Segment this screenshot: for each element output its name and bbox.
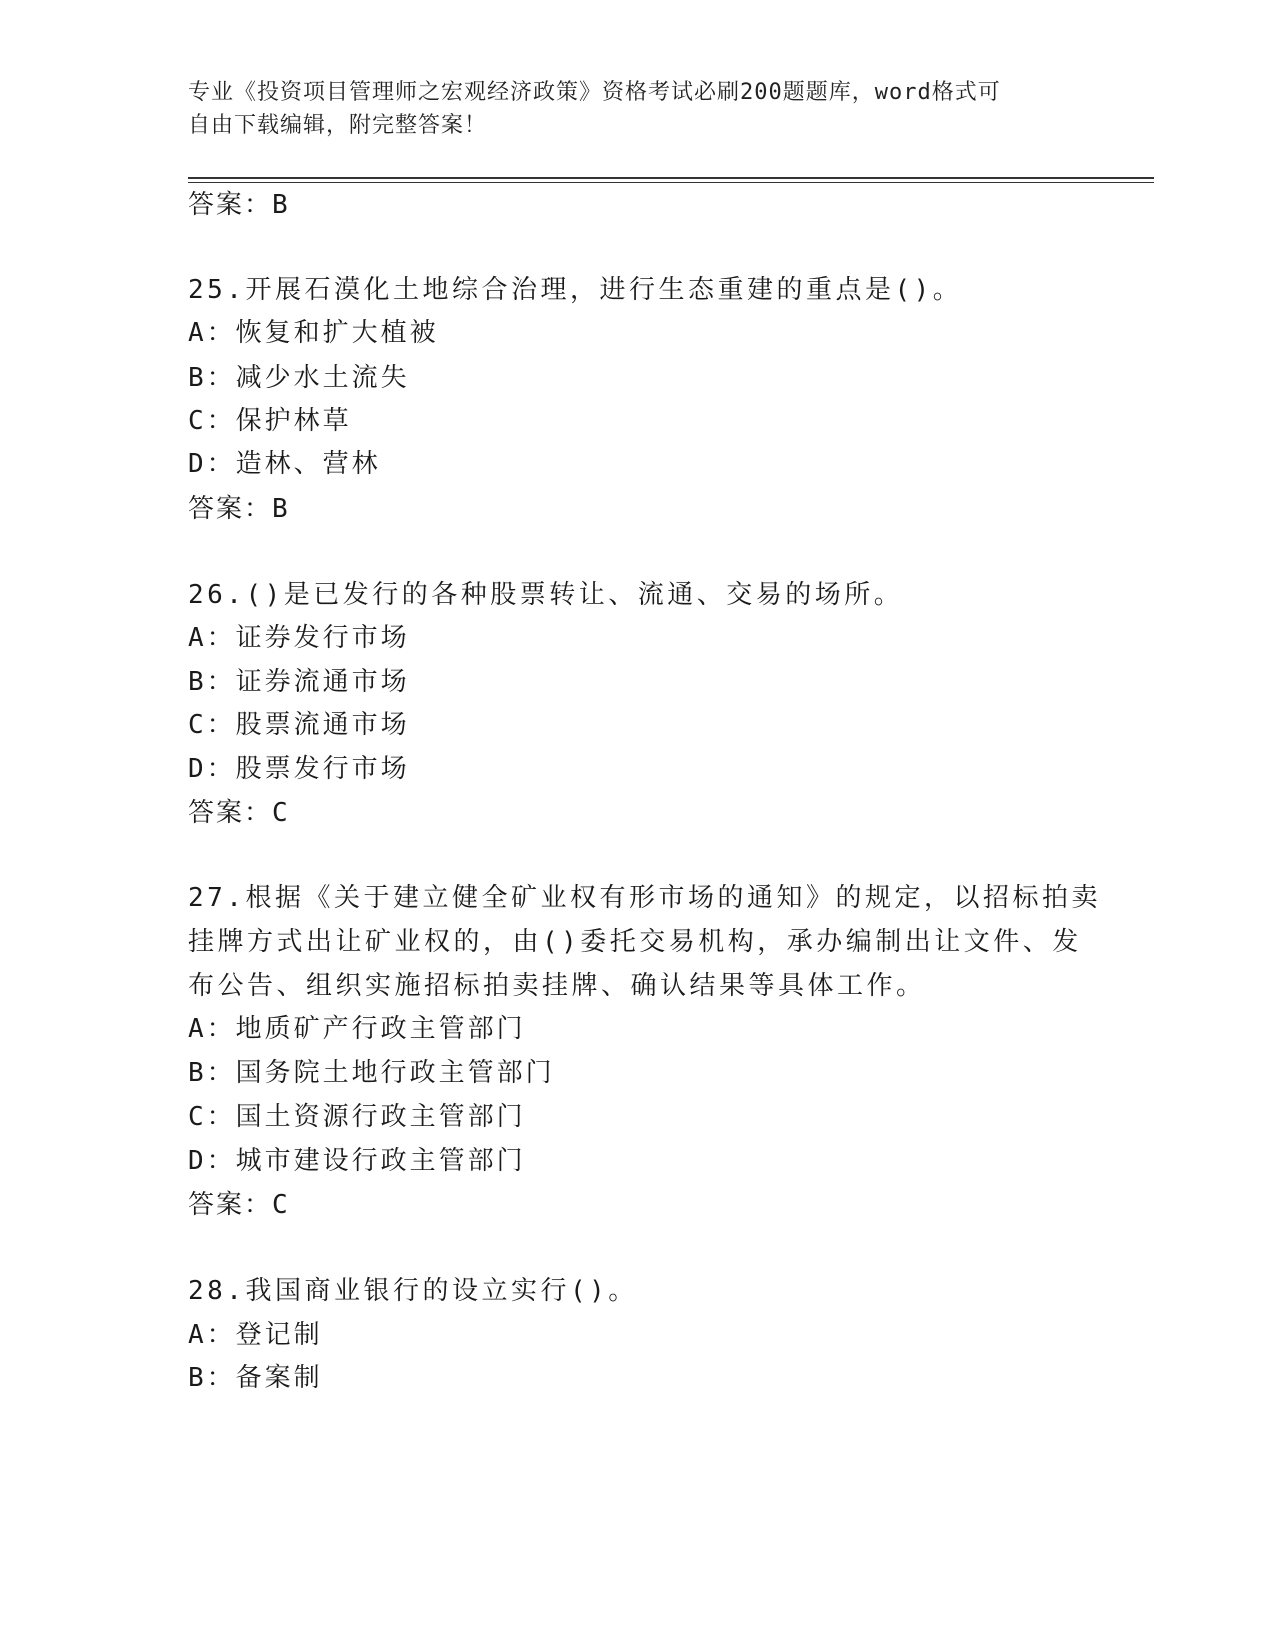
option-c: C：股票流通市场 <box>188 710 410 740</box>
option-a: A：证券发行市场 <box>188 623 410 653</box>
answer-line: 答案：B <box>188 190 290 220</box>
option-b: B：减少水土流失 <box>188 363 410 393</box>
answer-line: 答案：C <box>188 1190 290 1220</box>
document-header <box>188 76 1088 142</box>
option-b: B：备案制 <box>188 1363 323 1393</box>
answer-line: 答案：B <box>188 494 290 524</box>
header-title-line-1: 专业《投资项目管理师之宏观经济政策》资格考试必刷200题题库，word格式可 <box>188 80 1001 105</box>
question-stem: 25.开展石漠化土地综合治理，进行生态重建的重点是()。 <box>188 275 963 305</box>
option-c: C：国土资源行政主管部门 <box>188 1102 526 1132</box>
header-divider-thick <box>188 177 1154 179</box>
question-stem-line-3: 布公告、组织实施招标拍卖挂牌、确认结果等具体工作。 <box>188 971 926 1001</box>
option-d: D：城市建设行政主管部门 <box>188 1146 526 1176</box>
question-stem: 26.()是已发行的各种股票转让、流通、交易的场所。 <box>188 580 904 610</box>
option-a: A：地质矿产行政主管部门 <box>188 1014 526 1044</box>
question-stem-line-1: 27.根据《关于建立健全矿业权有形市场的通知》的规定，以招标拍卖 <box>188 883 1101 913</box>
answer-line: 答案：C <box>188 798 290 828</box>
option-c: C：保护林草 <box>188 406 352 436</box>
option-d: D：股票发行市场 <box>188 754 410 784</box>
option-b: B：证券流通市场 <box>188 667 410 697</box>
option-b: B：国务院土地行政主管部门 <box>188 1058 555 1088</box>
header-divider-thin <box>188 182 1154 183</box>
option-d: D：造林、营林 <box>188 449 381 479</box>
header-title-line-2: 自由下载编辑，附完整答案！ <box>188 113 488 138</box>
question-stem-line-2: 挂牌方式出让矿业权的，由()委托交易机构，承办编制出让文件、发 <box>188 927 1082 957</box>
question-stem: 28.我国商业银行的设立实行()。 <box>188 1276 638 1306</box>
option-a: A：登记制 <box>188 1320 323 1350</box>
option-a: A：恢复和扩大植被 <box>188 318 439 348</box>
